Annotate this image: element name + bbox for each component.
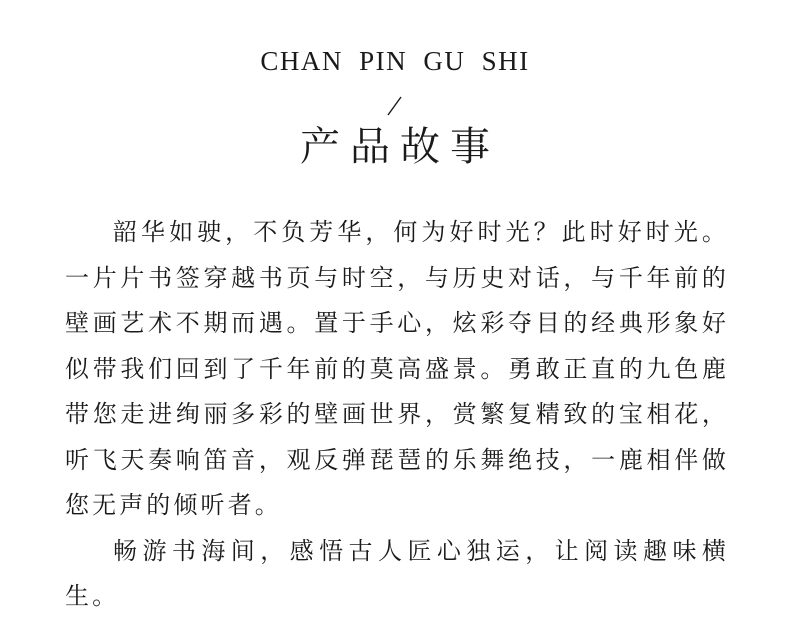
story-paragraph-1: 韶华如驶，不负芳华，何为好时光？此时好时光。一片片书签穿越书页与时空，与历史对话，与千年前的壁画艺术不期而遇。置于手心，炫彩夺目的经典形象好似带我们回到了千年前的莫高盛景。勇敢正直的九色鹿带您走进绚丽多彩的壁画世界，赏繁复精致的宝相花，听飞天奏响笛音，观反弹琵琶的乐舞绝技，一鹿相伴做您无声的倾听者。 xyxy=(65,218,729,519)
page-title: 产品故事 xyxy=(300,124,500,170)
slash-divider xyxy=(0,96,790,116)
story-paragraph-2: 畅游书海间，感悟古人匠心独运，让阅读趣味横生。 xyxy=(65,536,729,610)
story-body xyxy=(65,210,729,620)
pinyin-subtitle: CHAN PIN GU SHI xyxy=(260,46,530,76)
